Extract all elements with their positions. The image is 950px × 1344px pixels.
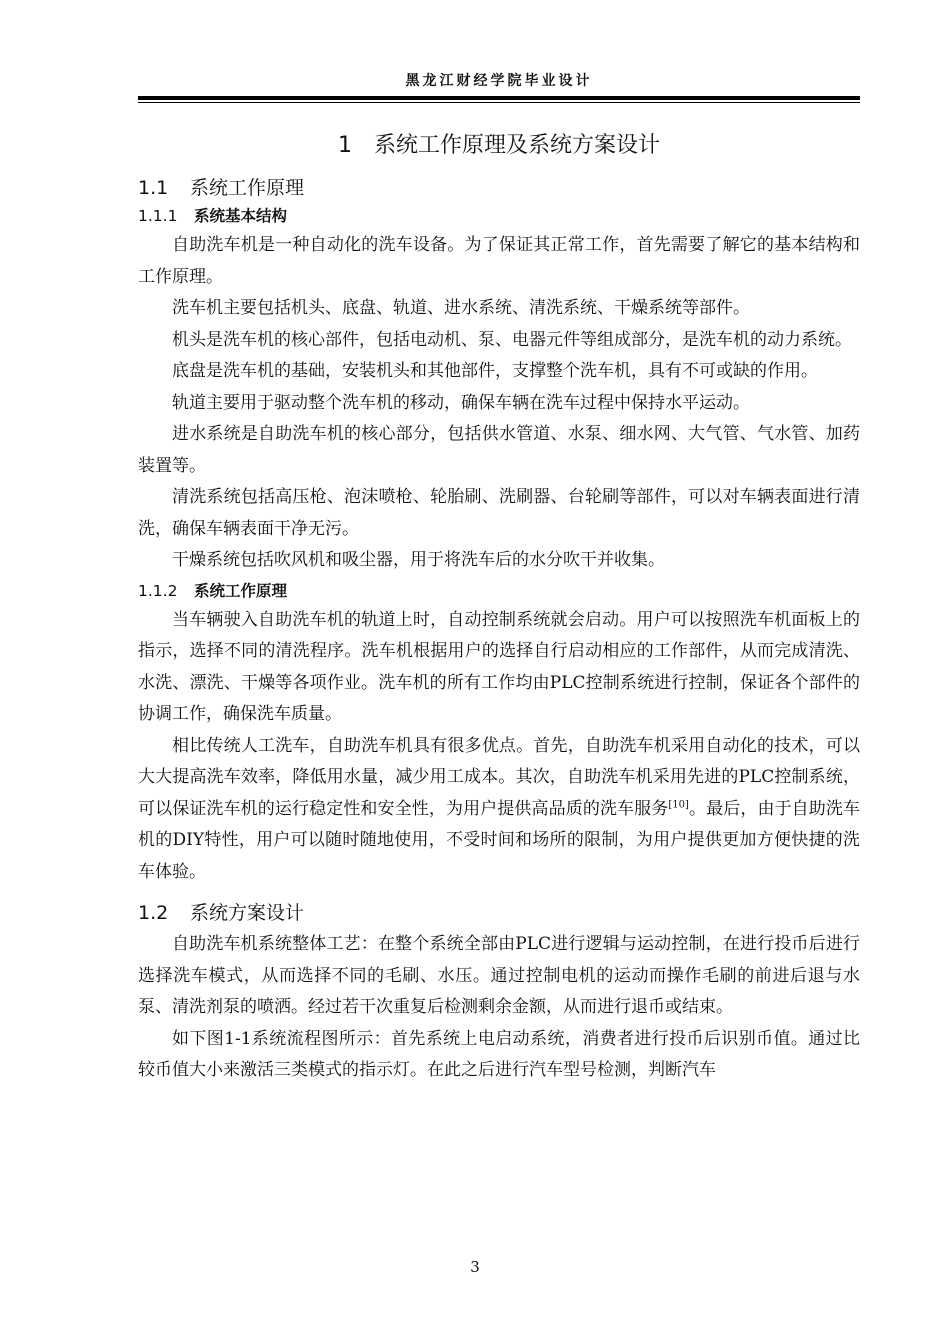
section-heading-1-2 [138, 898, 860, 925]
section-heading-1-1 [138, 173, 860, 200]
page-number: 3 [470, 1258, 480, 1276]
section-title: 系统方案设计 [190, 902, 305, 924]
paragraph: 当车辆驶入自助洗车机的轨道上时，自动控制系统就会启动。用户可以按照洗车机面板上的指示，选择不同的清洗程序。洗车机根据用户的选择自行启动相应的工作部件，从而完成清洗、水洗、漂洗、干燥等各项作业。洗车机的所有工作均由PLC控制系统进行控制，保证各个部件的协调工作，确保洗车质量。 [138, 609, 860, 724]
paragraph: 自助洗车机是一种自动化的洗车设备。为了保证其正常工作，首先需要了解它的基本结构和工作原理。 [138, 235, 860, 287]
chapter-title: 系统工作原理及系统方案设计 [373, 133, 660, 158]
chapter-number: 1 [337, 133, 352, 158]
subsection-title: 系统工作原理 [194, 581, 288, 600]
paragraph: 轨道主要用于驱动整个洗车机的移动，确保车辆在洗车过程中保持水平运动。 [172, 392, 750, 413]
subsection-heading-1-1-1 [138, 204, 860, 226]
section-number: 1.2 [138, 902, 169, 924]
paragraph-with-citation [138, 731, 860, 889]
page-header: 黑龙江财经学院毕业设计 [405, 73, 593, 89]
section-number: 1.1 [138, 177, 169, 199]
subsection-title: 系统基本结构 [194, 207, 288, 225]
paragraph: 底盘是洗车机的基础，安装机头和其他部件，支撑整个洗车机，具有不可或缺的作用。 [172, 361, 818, 381]
paragraph: 清洗系统包括高压枪、泡沫喷枪、轮胎刷、洗刷器、台轮刷等部件，可以对车辆表面进行清洗，确保车辆表面干净无污。 [138, 487, 860, 539]
page-body [138, 128, 860, 1087]
subsection-heading-1-1-2 [138, 579, 860, 601]
paragraph: 机头是洗车机的核心部件，包括电动机、泵、电器元件等组成部分，是洗车机的动力系统。 [172, 329, 852, 350]
section-title: 系统工作原理 [190, 177, 305, 199]
paragraph: 洗车机主要包括机头、底盘、轨道、进水系统、清洗系统、干燥系统等部件。 [172, 298, 750, 318]
chapter-heading [138, 128, 860, 159]
paragraph-text: 。最后，由于自助洗车机的DIY特性，用户可以随时随地使用，不受时间和场所的限制，为用户提供更加方便快捷的洗车体验。 [138, 798, 861, 882]
header-rule-thick [138, 96, 860, 100]
paragraph: 进水系统是自助洗车机的核心部分，包括供水管道、水泵、细水网、大气管、气水管、加药装置等。 [138, 424, 860, 476]
subsection-number: 1.1.2 [138, 581, 178, 600]
paragraph: 干燥系统包括吹风机和吸尘器，用于将洗车后的水分吹干并收集。 [172, 550, 665, 570]
paragraph-text: 相比传统人工洗车，自助洗车机具有很多优点。首先，自助洗车机采用自动化的技术，可以大大提高洗车效率，降低用水量，减少用工成本。其次，自助洗车机采用先进的PLC控制系统，可以保证洗车机的运行稳定性和安全性，为用户提供高品质的洗车服务 [138, 735, 860, 819]
paragraph: 自助洗车机系统整体工艺：在整个系统全部由PLC进行逻辑与运动控制，在进行投币后进行选择洗车模式，从而选择不同的毛刷、水压。通过控制电机的运动而操作毛刷的前进后退与水泵、清洗剂泵的喷洒。经过若干次重复后检测剩余金额，从而进行退币或结束。 [138, 934, 860, 1017]
subsection-number: 1.1.1 [138, 207, 178, 225]
paragraph: 如下图1-1系统流程图所示：首先系统上电启动系统，消费者进行投币后识别币值。通过比较币值大小来激活三类模式的指示灯。在此之后进行汽车型号检测，判断汽车 [138, 1028, 860, 1080]
citation-ref: [10] [668, 798, 689, 810]
header-rule-thin [138, 102, 860, 103]
